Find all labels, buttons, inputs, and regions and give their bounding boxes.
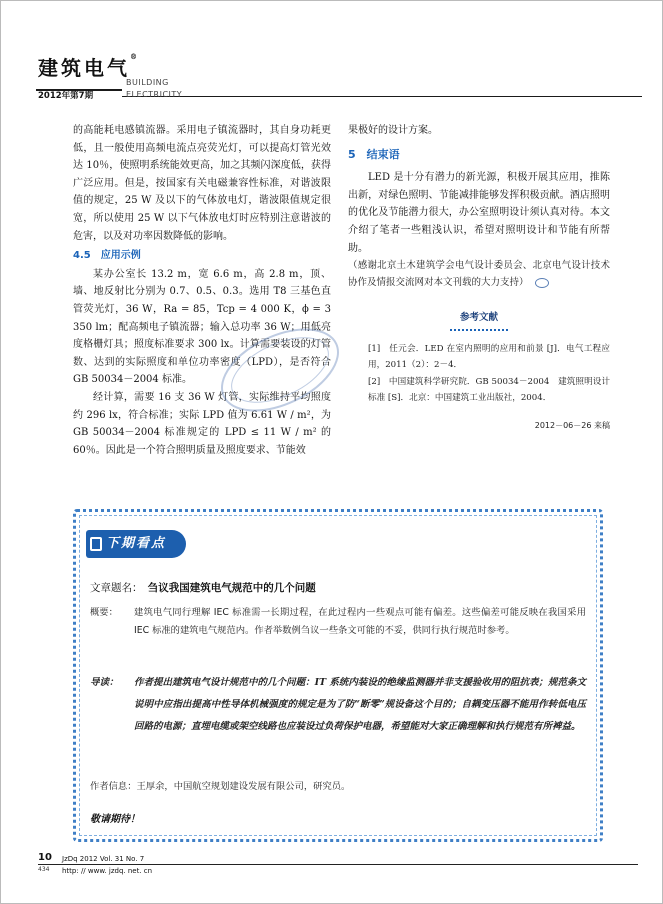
journal-brand-english-2: ELECTRICITY <box>126 90 183 99</box>
guide-text: 作者提出建筑电气设计规范中的几个问题：IT 系统内装设的绝缘监测器并非支援验收用的阻抗表；规范条文说明中应指出提高中性导体机械强度的规定是为了防“断零”规设备这个目的；自耦变压器不能用作转低电压回路的电源；直埋电缆或架空线路也应装设过负荷保护电器，希望能对大家正确理解和执行规范有所裨益。 <box>134 677 586 732</box>
paragraph: LED 是十分有潜力的新光源，积极开展其应用，推陈出新，对绿色照明、节能减排能够发挥积极贡献。酒店照明的优化及节能潜力很大，办公室照明设计须认真对待。本文介绍了笔者一些粗浅认识，希望对照明设计和节能有所帮助。 <box>348 172 610 254</box>
received-date: 2012－06－26 来稿 <box>534 420 610 430</box>
left-column <box>73 122 331 459</box>
footer-rule <box>38 864 638 865</box>
preview-footer: 敬请期待！ <box>90 814 140 825</box>
acknowledgement: （感谢北京土木建筑学会电气设计委员会、北京电气设计技术协作及情报交流网对本文刊载的大力支持） <box>348 260 610 289</box>
abstract-text: 建筑电气同行理解 IEC 标准需一长期过程，在此过程内一些观点可能有偏差。这些偏差可能反映在我国采用 IEC 标准的建筑电气规范内。作者举数例刍议一些条文可能的不妥，供同行执行规范时参考。 <box>134 607 586 636</box>
preview-article-title: 文章题名： 刍议我国建筑电气规范中的几个问题 <box>90 582 316 594</box>
header-rule <box>122 96 642 97</box>
paragraph: 的高能耗电感镇流器。采用电子镇流器时，其自身功耗更低，且一般使用高频电流点亮荧光灯，可以提高灯管光效达 10％，使照明系统能效更高，加之其频闪深度低，获得广泛应用。但是，按国家有关电磁兼容性标准，对谐波限值的规定，25 W 及以下的气体放电灯，谐波限值规定很宽，所以使用 25 W 以下气体放电灯时应特别注意谐波的危害，以及对功率因数降低的影响。 <box>73 125 331 242</box>
reference-item: [2] 中国建筑科学研究院．GB 50034－2004 建筑照明设计标准 [S]．北京：中国建筑工业出版社，2004． <box>368 376 610 404</box>
references-heading: 参考文献 <box>450 307 508 331</box>
paragraph: 经计算，需要 16 支 36 W 灯管，实际维持平均照度约 296 lx，符合标准；实际 LPD 值为 6.61 W / m²，为 GB 50034－2004 标准规定的 LPD ≤ 11 W / m² 的 60％。因此是一个符合照明质量及照度要求、节能效 <box>73 391 331 456</box>
section-heading: 5 结束语 <box>348 147 400 161</box>
preview-guide <box>90 672 586 738</box>
next-issue-badge: 下期看点 <box>86 530 186 558</box>
page-number-sub: 434 <box>38 866 50 873</box>
subsection-heading: 4.5 应用示例 <box>73 250 141 262</box>
page-number: 10 <box>38 852 52 863</box>
footer-url: http: // www. jzdq. net. cn <box>62 867 153 875</box>
reference-item: [1] 任元会．LED 在室内照明的应用和前景 [J]．电气工程应用，2011（2）：2－4． <box>368 343 610 371</box>
right-column <box>348 122 610 434</box>
document-icon <box>90 537 102 551</box>
preview-abstract <box>90 604 586 640</box>
footer-volume: JzDq 2012 Vol. 31 No. 7 <box>62 855 145 863</box>
journal-brand-english-1: BUILDING <box>126 78 169 87</box>
paragraph: 果极好的设计方案。 <box>348 125 438 136</box>
author-text: 王厚余，中国航空规划建设发展有限公司，研究员。 <box>136 781 351 792</box>
issue-number: 2012年第7期 <box>36 89 122 102</box>
paragraph: 某办公室长 13.2 m，宽 6.6 m，高 2.8 m，顶、墙、地反射比分别为 0.7、0.5、0.3。选用 T8 三基色直管荧光灯，36 W，Ra = 85，Tcp = 4 000 K，ϕ = 3 350 lm；配高频电子镇流器；输入总功率 36 W；用低亮度格栅灯具；照度标准要求 300 lx。计算需要装设的灯管数、达到的实际照度和单位功率密度（LPD），是否符合 GB 50034－2004 标准。 <box>73 268 331 386</box>
preview-author <box>90 778 586 796</box>
next-issue-preview <box>73 509 603 842</box>
author-label: 作者信息： <box>90 781 137 792</box>
guide-label: 导读： <box>90 677 119 688</box>
ornament-icon <box>535 278 549 288</box>
abstract-label: 概要： <box>90 607 118 618</box>
journal-brand: 建筑电气® <box>38 52 140 80</box>
